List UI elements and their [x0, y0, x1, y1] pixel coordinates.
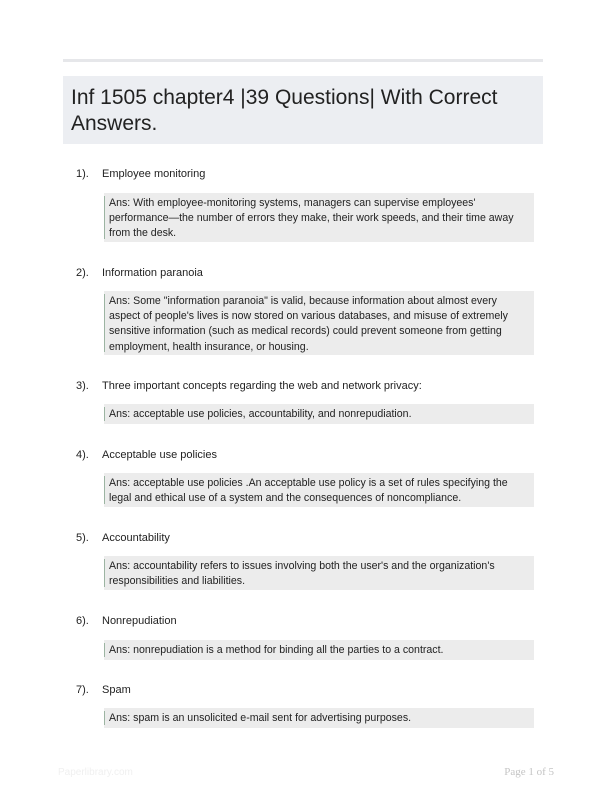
answer-accent-bar [104, 196, 105, 239]
answer-box [104, 291, 534, 355]
page-number: Page 1 of 5 [504, 766, 554, 778]
answer-text: Ans: spam is an unsolicited e-mail sent for advertising purposes. [109, 712, 412, 724]
answer-text: Ans: acceptable use policies .An acceptable use policy is a set of rules specifying the legal and ethical use of a system and the consequences of noncompliance. [109, 477, 508, 505]
answer-text: Ans: nonrepudiation is a method for binding all the parties to a contract. [109, 644, 444, 656]
answer-accent-bar [104, 294, 105, 352]
top-divider [63, 59, 543, 62]
question-number: 7). [76, 684, 89, 696]
document-title: Inf 1505 chapter4 |39 Questions| With Correct Answers. [71, 86, 498, 135]
answer-box [104, 473, 534, 507]
question-text: Spam [102, 684, 131, 696]
answer-accent-bar [104, 476, 105, 504]
answer-accent-bar [104, 559, 105, 587]
answer-accent-bar [104, 643, 105, 657]
question-text: Employee monitoring [102, 168, 206, 180]
answer-text: Ans: With employee-monitoring systems, managers can supervise employees' performance—the number of errors they make, their work speeds, and their time away from the desk. [109, 197, 514, 240]
question-text: Three important concepts regarding the web and network privacy: [102, 380, 422, 392]
question-number: 5). [76, 532, 89, 544]
question-text: Nonrepudiation [102, 615, 177, 627]
answer-accent-bar [104, 407, 105, 421]
answer-box [104, 556, 534, 590]
question-number: 2). [76, 267, 89, 279]
question-number: 3). [76, 380, 89, 392]
answer-text: Ans: Some "information paranoia" is valid, because information about almost every aspect of people's lives is now stored on various databases, and misuse of extremely sensitive information (such as medical records) could prevent someone from getting employment, health insurance, or housing. [109, 295, 508, 353]
question-text: Information paranoia [102, 267, 203, 279]
answer-accent-bar [104, 711, 105, 725]
title-banner [63, 76, 543, 144]
question-number: 4). [76, 449, 89, 461]
answer-text: Ans: accountability refers to issues involving both the user's and the organization's responsibilities and liabilities. [109, 560, 495, 588]
question-number: 6). [76, 615, 89, 627]
answer-box [104, 708, 534, 728]
question-text: Acceptable use policies [102, 449, 217, 461]
watermark-text: Paperlibrary.com [58, 767, 133, 778]
question-text: Accountability [102, 532, 170, 544]
question-number: 1). [76, 168, 89, 180]
answer-box [104, 404, 534, 424]
answer-text: Ans: acceptable use policies, accountability, and nonrepudiation. [109, 408, 412, 420]
answer-box [104, 640, 534, 660]
answer-box [104, 193, 534, 242]
